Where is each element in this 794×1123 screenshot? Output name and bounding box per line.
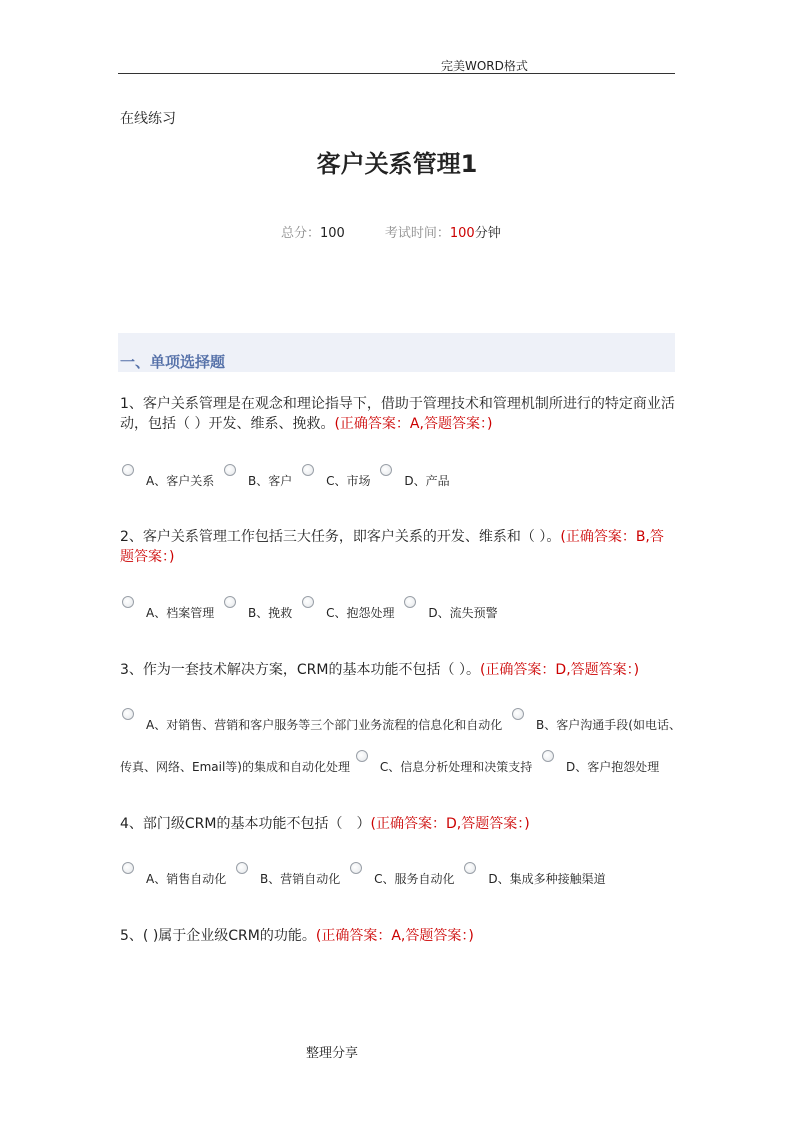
radio-icon[interactable] — [122, 862, 134, 874]
question-2 — [120, 527, 676, 567]
q4-option-d[interactable]: D、集成多种接触渠道 — [462, 870, 605, 888]
question-4-stem: 4、部门级CRM的基本功能不包括（ ） — [120, 816, 371, 832]
exam-time-unit: 分钟 — [474, 226, 501, 241]
page-header: 完美WORD格式 — [441, 59, 528, 73]
radio-icon[interactable] — [302, 596, 314, 608]
radio-icon[interactable] — [356, 750, 368, 762]
radio-icon[interactable] — [236, 862, 248, 874]
radio-icon[interactable] — [542, 750, 554, 762]
q2-option-a[interactable]: A、档案管理 — [120, 604, 214, 622]
question-3-options-line-1 — [120, 716, 680, 740]
q1-option-b[interactable]: B、客户 — [222, 472, 292, 490]
radio-icon[interactable] — [122, 708, 134, 720]
exam-time-label: 考试时间： — [384, 226, 450, 241]
q2-option-c[interactable]: C、抱怨处理 — [300, 604, 394, 622]
question-1-options — [120, 472, 680, 496]
question-5-answer: (正确答案：A,答题答案：) — [315, 928, 474, 944]
page-footer: 整理分享 — [306, 1046, 359, 1061]
question-3-stem: 3、作为一套技术解决方案，CRM的基本功能不包括（ ）。 — [120, 662, 480, 678]
section-title: 一、单项选择题 — [120, 353, 226, 371]
question-1-answer: (正确答案：A,答题答案：) — [334, 416, 493, 432]
question-3 — [120, 660, 676, 680]
exam-time-value: 100 — [449, 226, 475, 241]
q1-option-d[interactable]: D、产品 — [378, 472, 449, 490]
q3-option-a[interactable]: A、对销售、营销和客户服务等三个部门业务流程的信息化和自动化 — [120, 716, 502, 734]
question-4-answer: (正确答案：D,答题答案：) — [370, 816, 530, 832]
radio-icon[interactable] — [224, 596, 236, 608]
question-2-stem: 2、客户关系管理工作包括三大任务，即客户关系的开发、维系和（ ）。 — [120, 529, 561, 545]
exam-title: 客户关系管理1 — [316, 150, 478, 178]
question-1-stem: 1、客户关系管理是在观念和理论指导下，借助于管理技术和管理机制所进行的特定商业活动，包括（ ）开发、维系、挽救。 — [120, 396, 675, 432]
q4-option-a[interactable]: A、销售自动化 — [120, 870, 226, 888]
total-score-label: 总分： — [281, 226, 321, 241]
radio-icon[interactable] — [122, 596, 134, 608]
radio-icon[interactable] — [380, 464, 392, 476]
question-3-options-line-2 — [120, 758, 680, 782]
q3-option-c[interactable]: C、信息分析处理和决策支持 — [354, 758, 532, 776]
radio-icon[interactable] — [350, 862, 362, 874]
q4-option-b[interactable]: B、营销自动化 — [234, 870, 340, 888]
q1-option-a[interactable]: A、客户关系 — [120, 472, 214, 490]
question-3-answer: (正确答案：D,答题答案：) — [479, 662, 640, 678]
exam-meta — [281, 222, 501, 241]
total-score-value: 100 — [320, 226, 345, 241]
question-5-stem: 5、( )属于企业级CRM的功能。 — [120, 928, 316, 944]
q4-option-c[interactable]: C、服务自动化 — [348, 870, 454, 888]
question-5 — [120, 926, 676, 946]
header-divider — [118, 73, 675, 74]
practice-label: 在线练习 — [120, 111, 176, 127]
radio-icon[interactable] — [512, 708, 524, 720]
q3-option-b-continuation: 传真、网络、Email等)的集成和自动化处理 — [120, 760, 350, 774]
q1-option-c[interactable]: C、市场 — [300, 472, 370, 490]
q2-option-d[interactable]: D、流失预警 — [402, 604, 497, 622]
question-4-options — [120, 870, 680, 894]
q2-option-b[interactable]: B、挽救 — [222, 604, 292, 622]
radio-icon[interactable] — [122, 464, 134, 476]
question-4 — [120, 814, 676, 834]
radio-icon[interactable] — [302, 464, 314, 476]
radio-icon[interactable] — [404, 596, 416, 608]
q3-option-d[interactable]: D、客户抱怨处理 — [540, 758, 659, 776]
q3-option-b[interactable]: B、客户沟通手段(如电话、 — [510, 716, 681, 734]
question-2-answer: (正确答案：B,答题答案：) — [120, 529, 664, 565]
radio-icon[interactable] — [224, 464, 236, 476]
question-1 — [120, 394, 676, 434]
radio-icon[interactable] — [464, 862, 476, 874]
question-2-options — [120, 604, 680, 628]
